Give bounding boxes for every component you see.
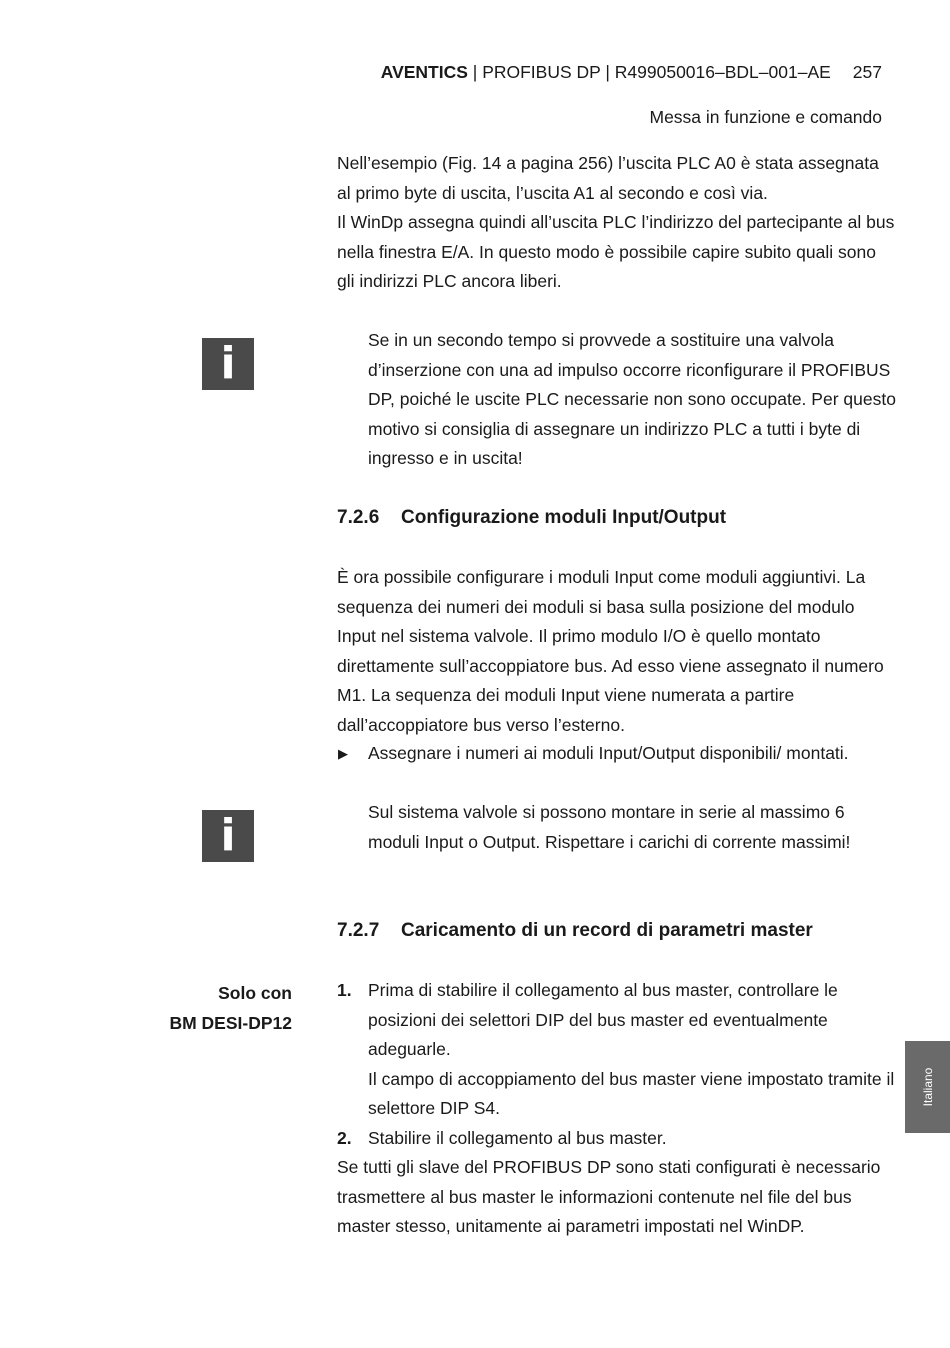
intro-paragraph-2: Il WinDp assegna quindi all’uscita PLC l’indirizzo del partecipante al bus nella finestra E/A. In questo modo è possibile capire subito quali sono gli indirizzi PLC ancora liberi.: [337, 212, 895, 291]
document-id: | PROFIBUS DP | R499050016–BDL–001–AE: [467, 62, 831, 82]
side-note-line-1: Solo con: [218, 983, 292, 1003]
section-number: 7.2.7: [337, 920, 380, 941]
intro-block: [337, 149, 897, 297]
brand-name: AVENTICS: [380, 62, 468, 82]
section-number: 7.2.6: [337, 507, 380, 528]
info-icon: i: [202, 338, 254, 390]
step-number-1: 1.: [337, 980, 352, 1000]
section-7-2-6-body: È ora possibile configurare i moduli Input come moduli aggiuntivi. La sequenza dei numeri dei moduli si basa sulla posizione del modulo Input nel sistema valvole. Il primo modulo I/O è quello montato direttamente sull’accoppiatore bus. Ad esso viene assegnato il numero M1. La sequenza dei moduli Input viene numerata a partire dall’accoppiatore bus verso l’esterno.: [337, 567, 884, 735]
action-step: Assegnare i numeri ai moduli Input/Output disponibili/ montati.: [368, 743, 849, 763]
action-marker-icon: ▶: [338, 746, 348, 761]
section-header: Messa in funzione e comando: [649, 107, 882, 127]
step-number-2: 2.: [337, 1128, 352, 1148]
step-1-subtext: Il campo di accoppiamento del bus master viene impostato tramite il selettore DIP S4.: [368, 1068, 895, 1118]
section-heading-7-2-7: [337, 920, 813, 942]
step-1-text: Prima di stabilire il collegamento al bus master, controllare le posizioni dei selettori DIP del bus master ed eventualmente adeguarle.: [368, 980, 838, 1059]
section-title: Caricamento di un record di parametri master: [401, 920, 813, 941]
language-tab: [905, 1041, 950, 1133]
page-number: 257: [852, 62, 882, 82]
side-note-line-2: BM DESI-DP12: [169, 1013, 292, 1033]
running-header: [381, 62, 882, 83]
section-title: Configurazione moduli Input/Output: [401, 507, 727, 528]
note-text-2: Sul sistema valvole si possono montare in serie al massimo 6 moduli Input o Output. Rispettare i carichi di corrente massimi!: [368, 802, 851, 852]
step-1: [368, 976, 898, 1124]
section-heading-7-2-6: [337, 507, 726, 529]
info-icon: i: [202, 810, 254, 862]
side-note: [169, 978, 292, 1038]
closing-paragraph: Se tutti gli slave del PROFIBUS DP sono stati configurati è necessario trasmettere al bus master le informazioni contenute nel file del bus master stesso, unitamente ai parametri impostati nel WinDP.: [337, 1157, 881, 1236]
intro-paragraph-1: Nell’esempio (Fig. 14 a pagina 256) l’uscita PLC A0 è stata assegnata al primo byte di uscita, l’uscita A1 al secondo e così via.: [337, 153, 879, 203]
note-text-1: Se in un secondo tempo si provvede a sostituire una valvola d’inserzione con una ad impulso occorre riconfigurare il PROFIBUS DP, poiché le uscite PLC necessarie non sono occupate. Per questo motivo si consiglia di assegnare un indirizzo PLC a tutti i byte di ingresso e in uscita!: [368, 330, 896, 468]
language-label: Italiano: [920, 1067, 935, 1107]
step-2-text: Stabilire il collegamento al bus master.: [368, 1128, 667, 1148]
